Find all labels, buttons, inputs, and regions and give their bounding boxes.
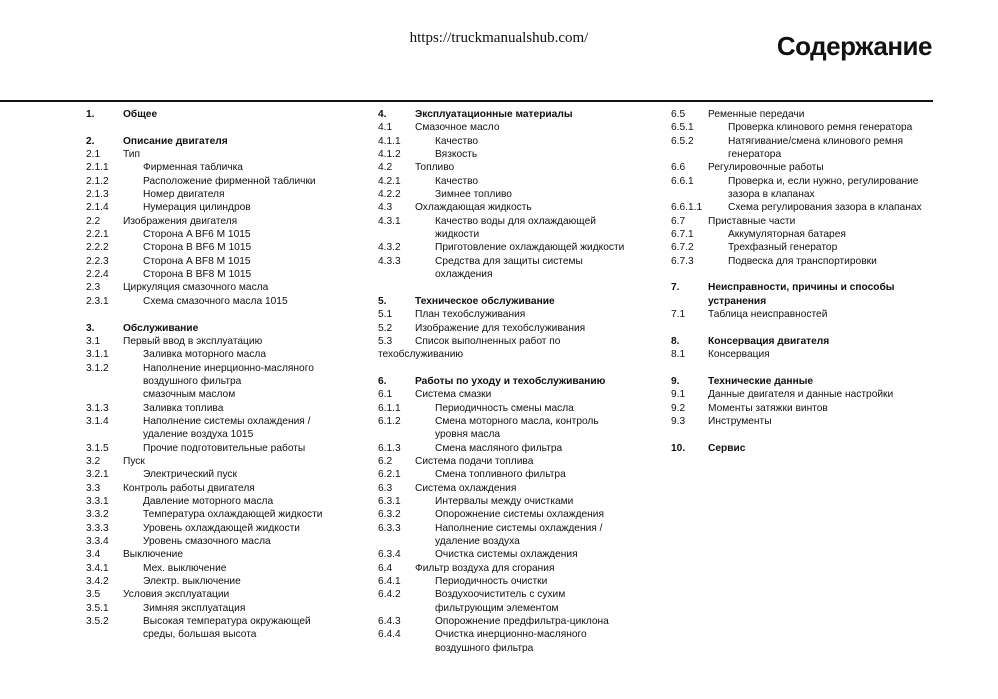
toc-entry-title: Сторона B BF6 M 1015 xyxy=(143,242,252,254)
toc-entry[interactable] xyxy=(378,402,640,415)
toc-entry-number: 3.3.1 xyxy=(86,495,109,507)
toc-entry-number: 6.6.1.1 xyxy=(671,202,703,214)
toc-entry-title: Техническое обслуживание xyxy=(415,295,555,307)
toc-entry-title: Эксплуатационные материалы xyxy=(415,109,573,120)
toc-entry[interactable] xyxy=(86,602,348,615)
toc-column-2 xyxy=(378,108,640,655)
toc-entry-title: Тип xyxy=(123,149,140,161)
toc-entry[interactable] xyxy=(671,388,933,401)
toc-entry-number: 4.3 xyxy=(378,202,393,214)
toc-entry-number: 3.1.4 xyxy=(86,415,109,427)
toc-entry[interactable] xyxy=(671,175,933,202)
toc-entry-number: 2.1.1 xyxy=(86,162,109,174)
toc-entry-number: 4. xyxy=(378,109,387,120)
toc-entry-number: 2. xyxy=(86,135,95,147)
toc-entry[interactable] xyxy=(86,535,348,548)
toc-entry[interactable] xyxy=(86,455,348,468)
toc-entry[interactable] xyxy=(378,135,640,148)
toc-entry-title: Очистка системы охлаждения xyxy=(435,549,578,561)
toc-entry[interactable] xyxy=(378,415,640,442)
toc-entry[interactable] xyxy=(86,281,348,294)
toc-entry-title: Ременные передачи xyxy=(708,109,805,120)
toc-entry[interactable] xyxy=(378,588,640,615)
toc-entry-number: 4.3.1 xyxy=(378,215,401,227)
toc-entry-number: 2.1.4 xyxy=(86,202,109,214)
toc-entry-title: Электр. выключение xyxy=(143,576,241,588)
toc-entry-title: Сторона A BF6 M 1015 xyxy=(143,229,251,241)
toc-entry-title: Очистка инерционно-масляного воздушного фильтра xyxy=(435,629,587,654)
toc-entry-number: 6.7.1 xyxy=(671,229,694,241)
toc-entry[interactable] xyxy=(86,468,348,481)
toc-column-3 xyxy=(671,108,933,455)
toc-entry[interactable] xyxy=(378,615,640,628)
toc-entry-number: 3.4.2 xyxy=(86,576,109,588)
toc-entry-title: Периодичность очистки xyxy=(435,576,548,588)
toc-entry-title: Приставные части xyxy=(708,215,796,227)
toc-entry-title: Расположение фирменной таблички xyxy=(143,175,316,187)
toc-entry-title: Данные двигателя и данные настройки xyxy=(708,389,894,401)
toc-section-heading[interactable] xyxy=(378,108,640,121)
toc-entry-title: Консервация двигателя xyxy=(708,335,830,347)
toc-entry-number: 6.5.1 xyxy=(671,122,694,134)
toc-entry-number: 6.7 xyxy=(671,215,686,227)
toc-entry-number: 5.3 xyxy=(378,335,393,347)
toc-entry-title: Технические данные xyxy=(708,375,814,387)
toc-entry[interactable] xyxy=(378,442,640,455)
toc-entry[interactable] xyxy=(378,188,640,201)
toc-entry-number: 2.2.4 xyxy=(86,269,109,281)
toc-entry[interactable] xyxy=(671,228,933,241)
toc-entry[interactable] xyxy=(378,241,640,254)
toc-entry-title: Схема регулирования зазора в клапанах xyxy=(728,202,922,214)
toc-entry[interactable] xyxy=(671,215,933,228)
toc-entry-title: Регулировочные работы xyxy=(708,162,824,174)
toc-entry-title: Давление моторного масла xyxy=(143,495,274,507)
toc-entry-title: Электрический пуск xyxy=(143,469,237,481)
toc-entry-number: 3.5.1 xyxy=(86,602,109,614)
toc-entry-number: 2.2.3 xyxy=(86,255,109,267)
toc-entry[interactable] xyxy=(378,508,640,521)
toc-section-heading[interactable] xyxy=(86,108,348,121)
toc-section-heading[interactable] xyxy=(671,375,933,388)
toc-entry-number: 6.4 xyxy=(378,562,393,574)
toc-entry-number: 3.3.3 xyxy=(86,522,109,534)
toc-section-heading[interactable] xyxy=(378,295,640,308)
toc-entry-title: Схема смазочного масла 1015 xyxy=(143,295,288,307)
toc-section-heading[interactable] xyxy=(671,335,933,348)
toc-entry[interactable] xyxy=(86,175,348,188)
toc-entry-title: Смена топливного фильтра xyxy=(435,469,566,481)
toc-entry-number: 2.3 xyxy=(86,282,101,294)
toc-entry-title: Изображения двигателя xyxy=(123,215,238,227)
toc-entry[interactable] xyxy=(378,148,640,161)
toc-entry-number: 2.1 xyxy=(86,149,101,161)
toc-entry-number: 6.3.3 xyxy=(378,522,401,534)
toc-entry[interactable] xyxy=(671,308,933,321)
toc-entry[interactable] xyxy=(86,228,348,241)
toc-entry[interactable] xyxy=(86,348,348,361)
toc-entry-number: 5. xyxy=(378,295,387,307)
toc-entry[interactable] xyxy=(86,215,348,228)
toc-entry-title: Заливка топлива xyxy=(143,402,224,414)
toc-entry-title: Контроль работы двигателя xyxy=(123,482,255,494)
toc-entry-title: Воздухоочиститель с сухим фильтрующим элементом xyxy=(435,589,566,614)
toc-entry[interactable] xyxy=(86,362,348,402)
toc-section-heading[interactable] xyxy=(86,322,348,335)
toc-entry[interactable] xyxy=(86,295,348,308)
toc-entry[interactable] xyxy=(86,562,348,575)
toc-entry-number: 3.2 xyxy=(86,455,101,467)
toc-entry-title: Качество xyxy=(435,135,479,147)
toc-entry-number: 8.1 xyxy=(671,349,686,361)
toc-entry-number: 6.1 xyxy=(378,389,393,401)
toc-entry-number: 4.3.2 xyxy=(378,242,401,254)
toc-entry-title: Неисправности, причины и способы устранения xyxy=(708,282,895,307)
toc-entry-title: Изображение для техобслуживания xyxy=(415,322,586,334)
toc-entry[interactable] xyxy=(86,415,348,442)
toc-entry-title: Система охлаждения xyxy=(415,482,517,494)
toc-entry-title: Приготовление охлаждающей жидкости xyxy=(435,242,625,254)
toc-entry-title: Циркуляция смазочного масла xyxy=(123,282,269,294)
toc-entry-number: 6.3.4 xyxy=(378,549,401,561)
toc-entry-number: 6.6 xyxy=(671,162,686,174)
toc-entry-title: Инструменты xyxy=(708,415,772,427)
toc-entry-title: Периодичность смены масла xyxy=(435,402,574,414)
toc-entry-number: 6.2 xyxy=(378,455,393,467)
toc-entry[interactable] xyxy=(378,322,640,335)
toc-entry-title: План техобслуживания xyxy=(415,309,526,321)
toc-entry[interactable] xyxy=(378,548,640,561)
toc-entry[interactable] xyxy=(378,562,640,575)
toc-entry-title: Вязкость xyxy=(435,149,478,161)
toc-entry-title: Консервация xyxy=(708,349,770,361)
toc-entry[interactable] xyxy=(86,255,348,268)
toc-entry[interactable] xyxy=(671,108,933,121)
toc-entry-number: 6.3.1 xyxy=(378,495,401,507)
toc-entry[interactable] xyxy=(671,348,933,361)
toc-entry[interactable] xyxy=(378,161,640,174)
toc-entry[interactable] xyxy=(378,388,640,401)
toc-entry[interactable] xyxy=(86,188,348,201)
toc-column-1 xyxy=(86,108,348,642)
toc-entry-title: Общее xyxy=(123,109,158,120)
toc-entry-title: Заливка моторного масла xyxy=(143,349,267,361)
toc-entry-title: Качество воды для охлаждающей жидкости xyxy=(435,215,596,241)
toc-entry[interactable] xyxy=(86,335,348,348)
toc-entry[interactable] xyxy=(378,215,640,242)
toc-entry-title: Аккумуляторная батарея xyxy=(728,229,846,241)
toc-entry-number: 9.1 xyxy=(671,389,686,401)
toc-entry-title: Фильтр воздуха для сгорания xyxy=(415,562,555,574)
toc-entry-number: 2.1.2 xyxy=(86,175,109,187)
toc-entry[interactable] xyxy=(86,161,348,174)
toc-entry-number: 6.2.1 xyxy=(378,469,401,481)
toc-entry-number: 3.1.5 xyxy=(86,442,109,454)
toc-entry-title: Натягивание/смена клинового ремня генератора xyxy=(728,135,903,161)
toc-entry-number: 10. xyxy=(671,442,686,454)
toc-entry-number: 6.5 xyxy=(671,109,686,120)
toc-entry[interactable] xyxy=(378,175,640,188)
toc-entry-number: 6.4.3 xyxy=(378,616,401,628)
toc-entry-title: Качество xyxy=(435,175,479,187)
toc-entry-number: 4.1 xyxy=(378,122,393,134)
toc-entry[interactable] xyxy=(378,628,640,655)
toc-entry-title: Номер двигателя xyxy=(143,189,225,201)
toc-entry[interactable] xyxy=(86,268,348,281)
toc-entry-number: 2.3.1 xyxy=(86,295,109,307)
toc-entry-title: Интервалы между очистками xyxy=(435,495,574,507)
toc-entry[interactable] xyxy=(86,482,348,495)
toc-entry-number: 6.4.1 xyxy=(378,576,401,588)
toc-entry-title: Высокая температура окружающей среды, большая высота xyxy=(143,616,311,641)
toc-entry-title: Сервис xyxy=(708,442,746,454)
toc-entry-number: 9.3 xyxy=(671,415,686,427)
toc-entry-number: 3.1.1 xyxy=(86,349,109,361)
toc-entry-number: 6.7.3 xyxy=(671,255,694,267)
toc-entry[interactable] xyxy=(378,201,640,214)
toc-section-heading[interactable] xyxy=(671,442,933,455)
toc-entry-number: 3.5 xyxy=(86,589,101,601)
toc-entry-number: 4.2 xyxy=(378,162,393,174)
toc-entry[interactable] xyxy=(378,522,640,549)
toc-entry[interactable] xyxy=(86,148,348,161)
toc-entry[interactable] xyxy=(86,588,348,601)
toc-entry-number: 6.3.2 xyxy=(378,509,401,521)
toc-entry[interactable] xyxy=(378,308,640,321)
toc-entry-number: 5.1 xyxy=(378,309,393,321)
toc-entry-number: 6.3 xyxy=(378,482,393,494)
toc-entry-number: 8. xyxy=(671,335,680,347)
toc-entry-title: Охлаждающая жидкость xyxy=(415,202,532,214)
toc-entry-number: 3. xyxy=(86,322,95,334)
toc-entry-number: 6. xyxy=(378,375,387,387)
toc-entry-title: Проверка и, если нужно, регулирование зазора в клапанах xyxy=(728,175,919,201)
toc-entry-title: Сторона B BF8 M 1015 xyxy=(143,269,252,281)
toc-entry-title: Смена масляного фильтра xyxy=(435,442,563,454)
toc-entry-number: 3.3.4 xyxy=(86,536,109,547)
toc-entry[interactable] xyxy=(378,482,640,495)
toc-entry-number: 3.1.3 xyxy=(86,402,109,414)
toc-entry[interactable] xyxy=(378,575,640,588)
toc-entry-title: Опорожнение предфильтра-циклона xyxy=(435,616,609,628)
toc-entry[interactable] xyxy=(671,415,933,428)
toc-entry[interactable] xyxy=(86,615,348,642)
toc-entry-title: Топливо xyxy=(415,162,455,174)
toc-entry-title: Моменты затяжки винтов xyxy=(708,402,828,414)
toc-entry[interactable] xyxy=(378,335,640,362)
toc-entry[interactable] xyxy=(671,255,933,268)
toc-entry-number: 3.1.2 xyxy=(86,362,109,374)
toc-entry[interactable] xyxy=(378,495,640,508)
toc-entry[interactable] xyxy=(378,255,640,282)
toc-entry-number: 2.2.2 xyxy=(86,242,109,254)
toc-entry-title: Уровень охлаждающей жидкости xyxy=(143,522,300,534)
toc-entry[interactable] xyxy=(86,442,348,455)
toc-entry-title: Работы по уходу и техобслуживанию xyxy=(415,375,606,387)
toc-entry-title: Опорожнение системы охлаждения xyxy=(435,509,605,521)
toc-entry-title: Смена моторного масла, контроль уровня масла xyxy=(435,415,599,441)
toc-entry-number: 3.1 xyxy=(86,335,101,347)
toc-entry[interactable] xyxy=(86,495,348,508)
toc-entry-title: Проверка клинового ремня генератора xyxy=(728,122,913,134)
toc-entry-title: Наполнение системы охлаждения / удаление воздуха xyxy=(435,522,603,547)
toc-entry-number: 4.2.2 xyxy=(378,189,401,201)
toc-entry-title: Смазочное масло xyxy=(415,122,500,134)
toc-entry-number: 2.2.1 xyxy=(86,229,109,241)
toc-entry-title: Наполнение инерционно-масляного воздушного фильтра смазочным маслом xyxy=(143,362,314,401)
toc-entry-number: 2.1.3 xyxy=(86,189,109,201)
toc-entry-title: Фирменная табличка xyxy=(143,162,243,174)
source-url[interactable]: https://truckmanualshub.com/ xyxy=(409,30,589,46)
toc-entry[interactable] xyxy=(671,241,933,254)
toc-entry-title: Трехфазный генератор xyxy=(728,242,838,254)
toc-entry[interactable] xyxy=(86,575,348,588)
toc-entry-number: 5.2 xyxy=(378,322,393,334)
toc-entry-title: Таблица неисправностей xyxy=(708,309,828,321)
toc-entry-title: Система смазки xyxy=(415,389,492,401)
toc-entry-number: 9. xyxy=(671,375,680,387)
header-divider xyxy=(0,100,933,102)
toc-entry[interactable] xyxy=(671,135,933,162)
toc-section-heading[interactable] xyxy=(378,375,640,388)
toc-entry-number: 2.2 xyxy=(86,215,101,227)
toc-entry[interactable] xyxy=(671,201,933,214)
toc-entry-number: 6.1.1 xyxy=(378,402,401,414)
toc-entry-number: 3.3.2 xyxy=(86,509,109,521)
toc-entry-title: Сторона A BF8 M 1015 xyxy=(143,255,251,267)
toc-entry[interactable] xyxy=(671,121,933,134)
toc-entry-title: Описание двигателя xyxy=(123,135,228,147)
toc-entry-title: Список выполненных работ по техобслуживанию xyxy=(378,335,561,361)
toc-entry[interactable] xyxy=(86,522,348,535)
toc-entry-title: Прочие подготовительные работы xyxy=(143,442,306,454)
toc-entry-title: Выключение xyxy=(123,549,184,561)
toc-entry-number: 6.4.2 xyxy=(378,589,401,601)
toc-entry-title: Температура охлаждающей жидкости xyxy=(143,509,323,521)
toc-entry-number: 7. xyxy=(671,282,680,294)
toc-entry-number: 4.1.1 xyxy=(378,135,401,147)
toc-entry-title: Мех. выключение xyxy=(143,562,227,574)
toc-entry-title: Уровень смазочного масла xyxy=(143,536,271,547)
toc-entry-title: Нумерация цилиндров xyxy=(143,202,251,214)
toc-entry-title: Условия эксплуатации xyxy=(123,589,230,601)
toc-entry-number: 4.1.2 xyxy=(378,149,401,161)
toc-entry-number: 6.5.2 xyxy=(671,135,694,147)
toc-entry-number: 4.3.3 xyxy=(378,255,401,267)
toc-entry-number: 3.4.1 xyxy=(86,562,109,574)
toc-entry[interactable] xyxy=(671,402,933,415)
toc-entry-title: Средства для защиты системы охлаждения xyxy=(435,255,583,281)
toc-entry-number: 6.1.3 xyxy=(378,442,401,454)
toc-entry[interactable] xyxy=(86,548,348,561)
toc-section-heading[interactable] xyxy=(671,281,933,308)
toc-entry[interactable] xyxy=(378,455,640,468)
toc-entry-number: 7.1 xyxy=(671,309,686,321)
toc-entry-title: Зимняя эксплуатация xyxy=(143,602,246,614)
toc-entry-number: 6.7.2 xyxy=(671,242,694,254)
toc-entry-title: Подвеска для транспортировки xyxy=(728,255,877,267)
toc-entry[interactable] xyxy=(671,161,933,174)
toc-entry-number: 3.3 xyxy=(86,482,101,494)
toc-entry-title: Система подачи топлива xyxy=(415,455,534,467)
toc-entry-number: 4.2.1 xyxy=(378,175,401,187)
toc-entry-title: Первый ввод в эксплуатацию xyxy=(123,335,263,347)
toc-entry[interactable] xyxy=(378,468,640,481)
toc-entry-title: Зимнее топливо xyxy=(435,189,512,201)
toc-entry-title: Пуск xyxy=(123,455,145,467)
toc-entry[interactable] xyxy=(86,201,348,214)
toc-entry[interactable] xyxy=(86,508,348,521)
toc-entry-number: 6.6.1 xyxy=(671,175,694,187)
toc-entry-number: 3.5.2 xyxy=(86,616,109,628)
toc-entry-number: 1. xyxy=(86,109,95,120)
toc-entry-number: 3.4 xyxy=(86,549,101,561)
toc-entry[interactable] xyxy=(86,241,348,254)
toc-section-heading[interactable] xyxy=(86,135,348,148)
toc-entry-number: 9.2 xyxy=(671,402,686,414)
toc-entry-number: 6.1.2 xyxy=(378,415,401,427)
toc-entry[interactable] xyxy=(378,121,640,134)
toc-entry[interactable] xyxy=(86,402,348,415)
page-title: Содержание xyxy=(776,31,932,61)
toc-entry-number: 3.2.1 xyxy=(86,469,109,481)
toc-entry-number: 6.4.4 xyxy=(378,629,401,641)
toc-entry-title: Наполнение системы охлаждения / удаление воздуха 1015 xyxy=(143,415,311,441)
toc-entry-title: Обслуживание xyxy=(123,322,199,334)
